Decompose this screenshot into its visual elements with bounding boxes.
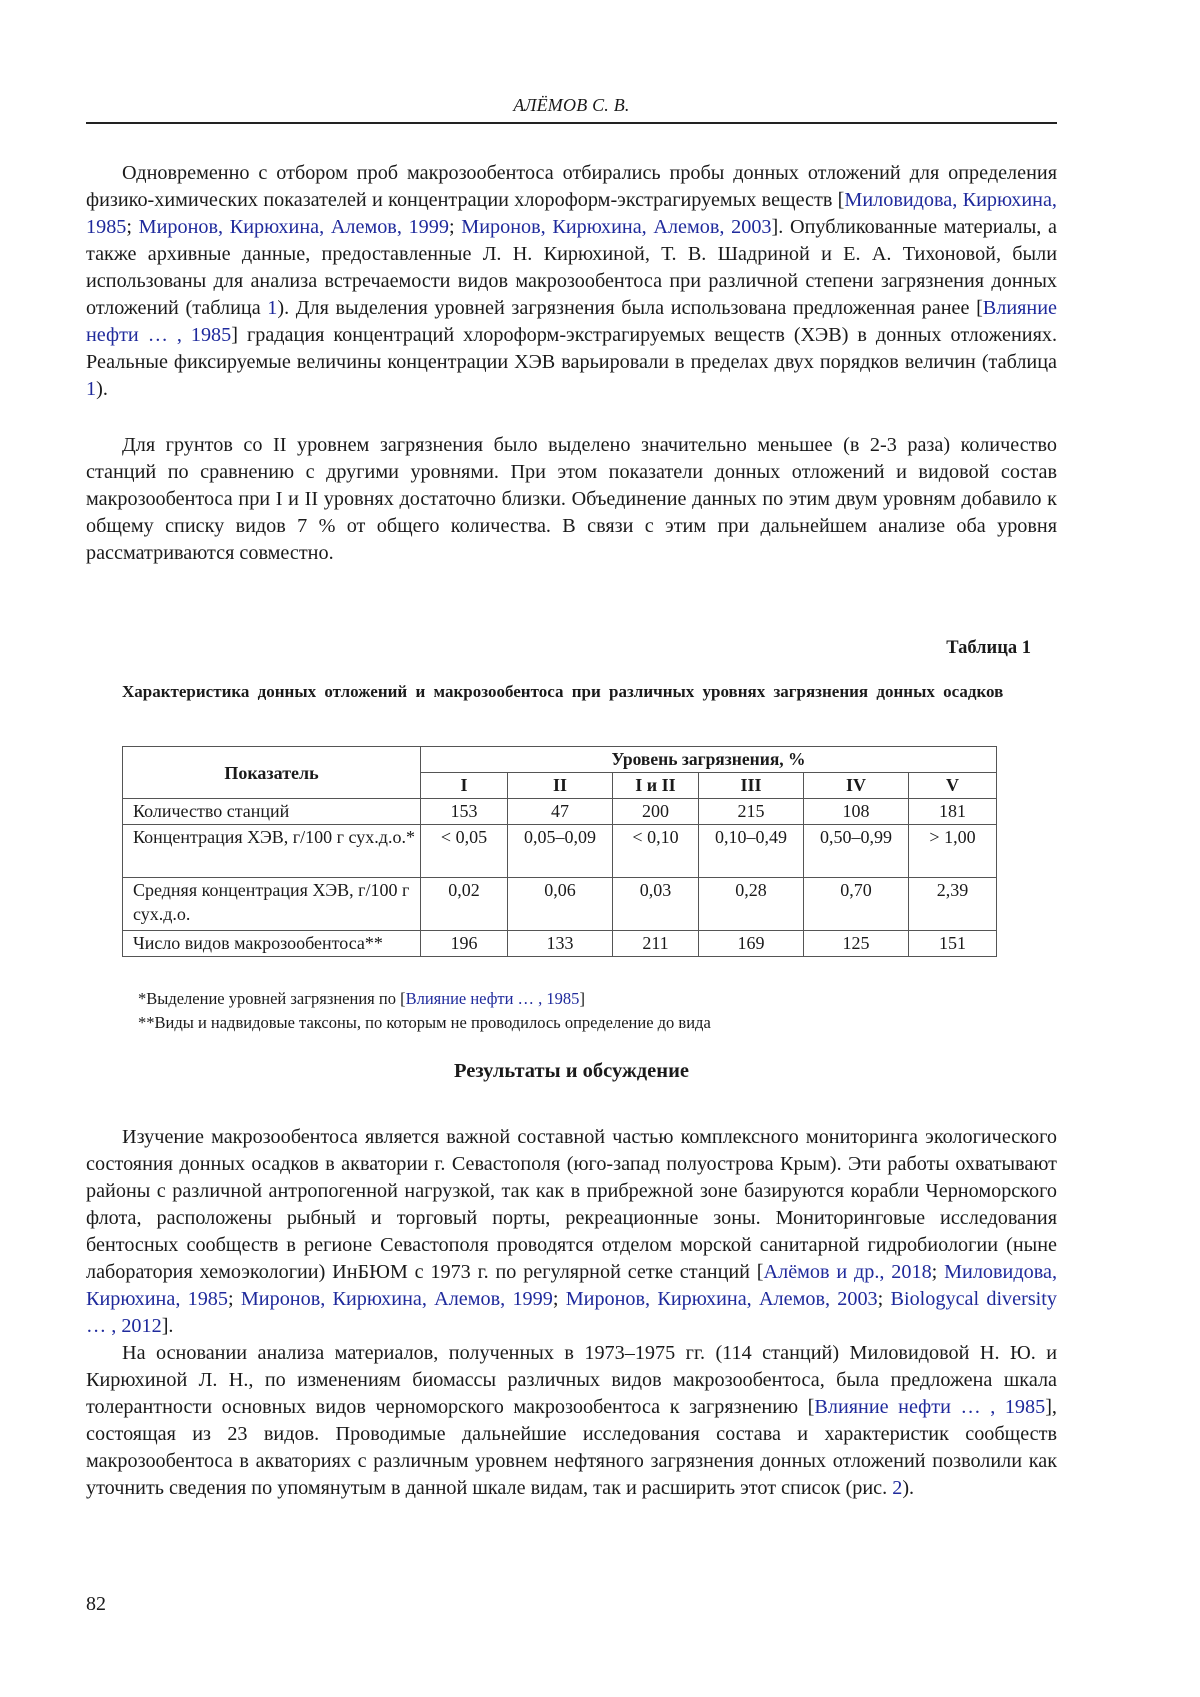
column-header: I bbox=[421, 773, 508, 799]
table-group-header: Уровень загрязнения, % bbox=[421, 747, 997, 773]
table-cell: > 1,00 bbox=[909, 825, 997, 878]
table-cell: 0,05–0,09 bbox=[508, 825, 613, 878]
citation-link[interactable]: Миронов, Кирюхина, Алемов, 2003 bbox=[461, 216, 772, 238]
citation-link[interactable]: 2 bbox=[892, 1477, 903, 1499]
citation-link[interactable]: Миловидова, Кирюхина, 1985 bbox=[86, 1261, 1058, 1310]
paragraph-results-1 bbox=[86, 1124, 1057, 1340]
table-cell: 133 bbox=[508, 931, 613, 957]
table-cell: < 0,05 bbox=[421, 825, 508, 878]
paragraph-methods-1 bbox=[86, 160, 1057, 403]
paragraph-text: ; bbox=[126, 216, 139, 238]
table-row bbox=[123, 931, 997, 957]
table-row bbox=[123, 825, 997, 878]
citation-link[interactable]: Миронов, Кирюхина, Алемов, 1999 bbox=[240, 1288, 553, 1310]
table-cell: 151 bbox=[909, 931, 997, 957]
table-cell: 0,06 bbox=[508, 878, 613, 931]
paragraph-text: ; bbox=[228, 1288, 241, 1310]
paragraph-text: Одновременно с отбором проб макрозообентоса отбирались пробы донных отложений для определения физико-химических показателей и концентрации хлороформ-экстрагируемых веществ [ bbox=[86, 162, 1057, 211]
citation-link[interactable]: Миловидова, Кирюхина, 1985 bbox=[86, 189, 1057, 238]
citation-link[interactable]: Biologycal diversity … , 2012 bbox=[86, 1288, 1057, 1337]
table-cell: 0,50–0,99 bbox=[804, 825, 909, 878]
paragraph-text: ; bbox=[877, 1288, 891, 1310]
table-footnote-2 bbox=[138, 1011, 711, 1035]
paragraph-text: ] градация концентраций хлороформ-экстрагируемых веществ (ХЭВ) в донных отложениях. Реальные фиксируемые величины концентрации ХЭВ варьировали в пределах двух порядков величин (таблица bbox=[86, 324, 1057, 373]
table-cell: 2,39 bbox=[909, 878, 997, 931]
table-cell: 47 bbox=[508, 799, 613, 825]
page-number: 82 bbox=[86, 1593, 106, 1615]
paragraph-results-2 bbox=[86, 1340, 1057, 1502]
table-row bbox=[123, 799, 997, 825]
paragraph-text: ]. bbox=[161, 1315, 174, 1337]
column-header: V bbox=[909, 773, 997, 799]
paragraph-text: ). bbox=[902, 1477, 915, 1499]
paragraph-text: На основании анализа материалов, полученных в 1973–1975 гг. (114 станций) Миловидовой Н. Ю. и Кирюхиной Л. Н., по изменениям биомассы различных видов макрозообентоса, была предложена шкала толерантности основных видов черноморского макрозообентоса к загрязнению [ bbox=[86, 1342, 1057, 1418]
row-label: Средняя концентрация ХЭВ, г/100 г сух.д.о. bbox=[123, 878, 421, 931]
table-cell: 196 bbox=[421, 931, 508, 957]
footnote-text: **Виды и надвидовые таксоны, по которым не проводилось определение до вида bbox=[138, 1013, 711, 1032]
table-cell: 200 bbox=[613, 799, 699, 825]
table-cell: 169 bbox=[699, 931, 804, 957]
table-cell: 181 bbox=[909, 799, 997, 825]
paragraph-methods-2 bbox=[86, 432, 1057, 567]
citation-link[interactable]: Миронов, Кирюхина, Алемов, 1999 bbox=[138, 216, 449, 238]
data-table bbox=[122, 746, 997, 957]
paragraph-text: ; bbox=[931, 1261, 945, 1283]
row-label: Число видов макрозообентоса** bbox=[123, 931, 421, 957]
row-label: Количество станций bbox=[123, 799, 421, 825]
footnote-text: *Выделение уровней загрязнения по [ bbox=[138, 989, 406, 1008]
citation-link[interactable]: Влияние нефти … , 1985 bbox=[814, 1396, 1046, 1418]
citation-link[interactable]: Влияние нефти … , 1985 bbox=[405, 989, 580, 1008]
table-cell: 0,70 bbox=[804, 878, 909, 931]
table-corner-header: Показатель bbox=[123, 747, 421, 799]
table-cell: 0,03 bbox=[613, 878, 699, 931]
table-cell: 215 bbox=[699, 799, 804, 825]
table-cell: < 0,10 bbox=[613, 825, 699, 878]
citation-link[interactable]: Алёмов и др., 2018 bbox=[763, 1261, 932, 1283]
paragraph-text: ], состоящая из 23 видов. Проводимые дальнейшие исследования состава и характеристик сообществ макрозообентоса в акваториях с различным уровнем нефтяного загрязнения донных отложений позволили как уточнить сведения по упомянутым в данной шкале видам, так и расширить этот список (рис. bbox=[86, 1396, 1057, 1499]
table-cell: 125 bbox=[804, 931, 909, 957]
paragraph-text: ). bbox=[96, 378, 108, 400]
table-cell: 0,10–0,49 bbox=[699, 825, 804, 878]
table-cell: 153 bbox=[421, 799, 508, 825]
paragraph-text: ; bbox=[552, 1288, 566, 1310]
table-cell: 108 bbox=[804, 799, 909, 825]
column-header: II bbox=[508, 773, 613, 799]
table-row bbox=[123, 878, 997, 931]
section-title: Результаты и обсуждение bbox=[454, 1060, 689, 1082]
citation-link[interactable]: Миронов, Кирюхина, Алемов, 2003 bbox=[565, 1288, 878, 1310]
running-head: АЛЁМОВ С. В. bbox=[513, 95, 630, 115]
paragraph-text: Для грунтов со II уровнем загрязнения было выделено значительно меньшее (в 2-3 раза) количество станций по сравнению с другими уровнями. При этом показатели донных отложений и видовой состав макрозообентоса при I и II уровнях достаточно близки. Объединение данных по этим двум уровням добавило к общему списку видов 7 % от общего количества. В связи с этим при дальнейшем анализе оба уровня рассматриваются совместно. bbox=[86, 434, 1057, 564]
paragraph-text: ). Для выделения уровней загрязнения была использована предложенная ранее [ bbox=[277, 297, 983, 319]
paragraph-text: ; bbox=[448, 216, 462, 238]
citation-link[interactable]: 1 bbox=[86, 378, 97, 400]
column-header: IV bbox=[804, 773, 909, 799]
table-cell: 0,28 bbox=[699, 878, 804, 931]
citation-link[interactable]: Влияние нефти … , 1985 bbox=[86, 297, 1057, 346]
table-label: Таблица 1 bbox=[946, 638, 1031, 658]
paragraph-text: Изучение макрозообентоса является важной составной частью комплексного мониторинга экологического состояния донных осадков в акватории г. Севастополя (юго-запад полуострова Крым). Эти работы охватывают районы с различной антропогенной нагрузкой, так как в прибрежной зоне базируются корабли Черноморского флота, расположены рыбный и торговый порты, рекреационные зоны. Мониторинговые исследования бентосных сообществ в регионе Севастополя проводятся отделом морской санитарной гидробиологии (ныне лаборатория хемоэкологии) ИнБЮМ с 1973 г. по регулярной сетке станций [ bbox=[86, 1126, 1057, 1283]
column-header: I и II bbox=[613, 773, 699, 799]
column-header: III bbox=[699, 773, 804, 799]
table-caption: Характеристика донных отложений и макрозообентоса при различных уровнях загрязнения донных осадков bbox=[122, 682, 1004, 701]
table-footnote-1 bbox=[138, 987, 585, 1011]
citation-link[interactable]: 1 bbox=[267, 297, 278, 319]
header-rule bbox=[86, 122, 1057, 124]
paragraph-text: ]. Опубликованные материалы, а также архивные данные, предоставленные Л. Н. Кирюхиной, Т. В. Шадриной и Е. А. Тихоновой, были использованы для анализа встречаемости видов макрозообентоса при различной степени загрязнения донных отложений (таблица bbox=[86, 216, 1057, 319]
footnote-text: ] bbox=[579, 989, 585, 1008]
table-cell: 0,02 bbox=[421, 878, 508, 931]
table-cell: 211 bbox=[613, 931, 699, 957]
row-label: Концентрация ХЭВ, г/100 г сух.д.о.* bbox=[123, 825, 421, 878]
